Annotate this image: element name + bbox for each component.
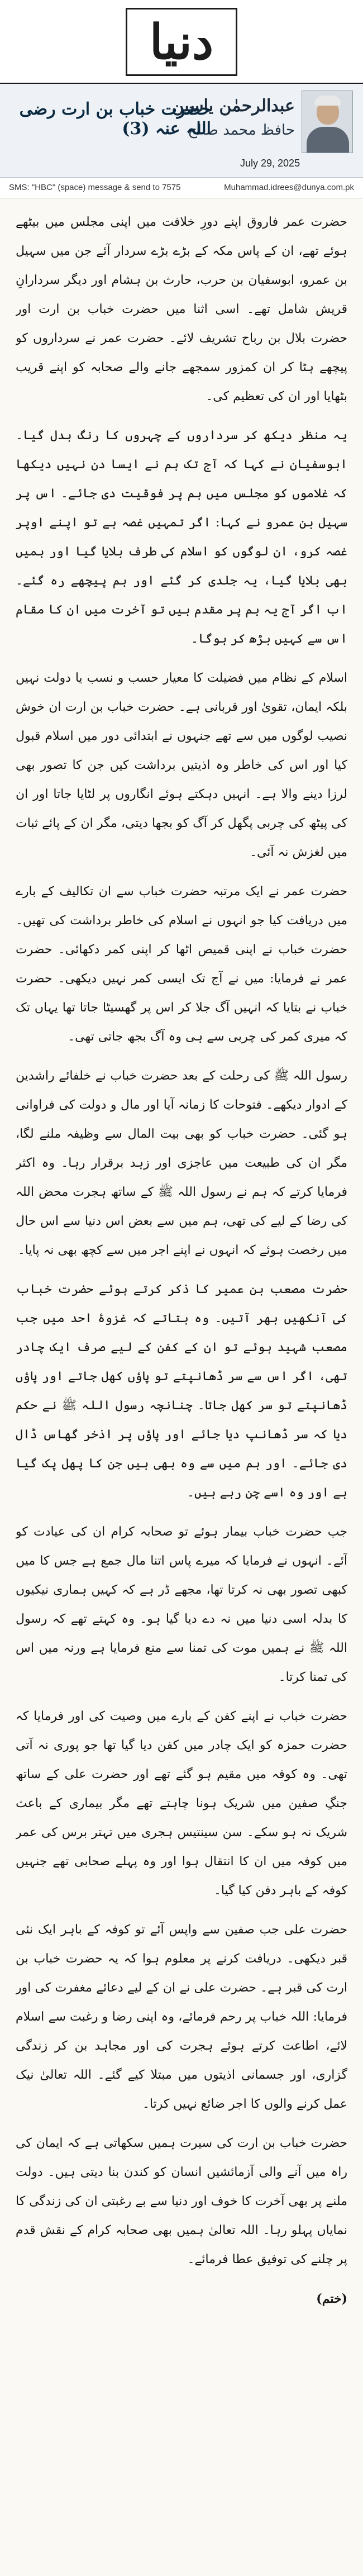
article-paragraph: یہ منظر دیکھ کر سرداروں کے چہروں کا رنگ بدل گیا۔ ابوسفیان نے کہا کہ آج تک ہم نے ایسا دن نہیں دیکھا کہ غلاموں کو مجلس میں ہم پر فوقیت دی جائے۔ اس پر سہیل بن عمرو نے کہا: اگر تمہیں غصہ ہے تو اپنے اوپر غصہ کرو، ان لوگوں کو اسلام کی طرف بلایا گیا اور ہمیں بھی بلایا گیا، یہ جلدی کر گئے اور ہم پیچھے رہ گئے۔ اب اگر آج یہ ہم پر مقدم ہیں تو آخرت میں ان کا مقام اس سے کہیں بڑھ کر ہوگا۔ — [16, 429, 347, 646]
photo-body-shape — [307, 127, 349, 153]
author-photo — [302, 91, 353, 153]
article-paragraph: اسلام کے نظام میں فضیلت کا معیار حسب و نسب یا دولت نہیں بلکہ ایمان، تقویٰ اور قربانی ہے۔ حضرت خباب بن ارت ان خوش نصیب لوگوں میں سے تھے جنہوں نے ابتدائی دور میں اسلام قبول کیا اور اس کی خاطر وہ اذیتیں برداشت کیں جن کا تصور بھی لرزا دینے والا ہے۔ انہیں دہکتے ہوئے انگاروں پر لٹایا جاتا اور ان کی پیٹھ کی چربی پگھل کر آگ کو بجھا دیتی، مگر ان کے پائے ثبات میں لغزش نہ آئی۔ — [16, 671, 347, 859]
author-name: حافظ محمد صالح — [188, 122, 295, 139]
column-name: عبدالرحمٰن یاسین — [171, 96, 295, 116]
article-body — [16, 208, 347, 2566]
article-paragraph: حضرت خباب نے اپنے کفن کے بارے میں وصیت کی اور فرمایا کہ حضرت حمزہ کو ایک چادر میں کفن دیا گیا تھا جو پوری نہ آتی تھی۔ وہ کوفہ میں مقیم ہو گئے تھے اور حضرت علی کے ساتھ جنگِ صفین میں شریک ہونا چاہتے تھے مگر بیماری کے باعث شریک نہ ہو سکے۔ سن سینتیس ہجری میں تہتر برس کی عمر میں کوفہ میں ان کا انتقال ہوا اور وہ پہلے صحابی تھے جنہیں کوفہ کے باہر دفن کیا گیا۔ — [16, 1709, 347, 1898]
article-paragraph: حضرت عمر فاروق اپنے دورِ خلافت میں اپنی مجلس میں بیٹھے ہوئے تھے، ان کے پاس مکہ کے بڑے بڑے سردار آئے جن میں سہیل بن عمرو، ابوسفیان بن حرب، حارث بن ہشام اور دیگر سردارانِ قریش شامل تھے۔ اسی اثنا میں حضرت خباب بن ارت اور حضرت بلال بن رباح تشریف لائے۔ حضرت عمر نے سرداروں کو پیچھے ہٹا کر ان کمزور سمجھے جانے والے صحابہ کو اپنے قریب بٹھایا اور ان کی تعظیم کی۔ — [16, 215, 347, 403]
article-paragraph: حضرت مصعب بن عمیر کا ذکر کرتے ہوئے حضرت خباب کی آنکھیں بھر آتیں۔ وہ بتاتے کہ غزوۂ احد میں جب مصعب شہید ہوئے تو ان کے کفن کے لیے صرف ایک چادر تھی، اگر اس سے سر ڈھانپتے تو پاؤں کھل جاتے اور پاؤں ڈھانپتے تو سر کھل جاتا۔ چنانچہ رسول اللہ ﷺ نے حکم دیا کہ سر ڈھانپ دیا جائے اور پاؤں پر اذخر گھاس ڈال دی جائے۔ اور ہم میں سے وہ بھی ہیں جن کا پھل پک گیا ہے اور وہ اسے چن رہے ہیں۔ — [16, 1282, 347, 1500]
publish-date: July 29, 2025 — [240, 158, 300, 169]
article-paragraph: حضرت خباب بن ارت کی سیرت ہمیں سکھاتی ہے کہ ایمان کی راہ میں آنے والی آزمائشیں انسان کو کندن بنا دیتی ہیں۔ دولت ملنے پر بھی آخرت کا خوف اور دنیا سے بے رغبتی ان کی زندگی کا نمایاں پہلو رہا۔ اللہ تعالیٰ ہمیں بھی صحابہ کرام کے نقش قدم پر چلنے کی توفیق عطا فرمائے۔ — [16, 2136, 347, 2266]
article-end-mark: (ختم) — [316, 2292, 347, 2306]
article-paragraph: جب حضرت خباب بیمار ہوئے تو صحابہ کرام ان کی عیادت کو آئے۔ انہوں نے فرمایا کہ میرے پاس اتنا مال جمع ہے جس کا میں کبھی تصور بھی نہ کرتا تھا، مجھے ڈر ہے کہ کہیں ہماری نیکیوں کا بدلہ اسی دنیا میں نہ دے دیا گیا ہو۔ وہ کہتے تھے کہ رسول اللہ ﷺ نے ہمیں موت کی تمنا سے منع فرمایا ہے ورنہ میں اس کی تمنا کرتا۔ — [16, 1525, 347, 1684]
logo-tile: دنیا — [126, 8, 237, 76]
newspaper-logo — [126, 8, 237, 76]
photo-cap-shape — [314, 96, 341, 106]
article-paragraph: حضرت علی جب صفین سے واپس آئے تو کوفہ کے باہر ایک نئی قبر دیکھی۔ دریافت کرنے پر معلوم ہوا کہ یہ حضرت خباب بن ارت کی قبر ہے۔ حضرت علی نے ان کے لیے دعائے مغفرت کی اور فرمایا: اللہ خباب پر رحم فرمائے، وہ اپنی رضا و رغبت سے اسلام لائے، اطاعت کرتے ہوئے ہجرت کی اور مجاہد بن کر زندگی گزاری، اور جسمانی اذیتوں میں مبتلا کیے گئے۔ اللہ تعالیٰ نیک عمل کرنے والوں کا اجر ضائع نہیں کرتا۔ — [16, 1923, 347, 2111]
byline-bar — [0, 84, 363, 178]
article-paragraph: حضرت عمر نے ایک مرتبہ حضرت خباب سے ان تکالیف کے بارے میں دریافت کیا جو انہوں نے اسلام کی خاطر برداشت کی تھیں۔ حضرت خباب نے اپنی قمیص اٹھا کر اپنی کمر دکھائی۔ حضرت عمر نے فرمایا: میں نے آج تک ایسی کمر نہیں دیکھی۔ حضرت خباب نے بتایا کہ انہیں آگ جلا کر اس پر گھسیٹا جاتا تھا یہاں تک کہ میری کمر کی چربی سے ہی وہ آگ بجھ جاتی تھی۔ — [16, 885, 347, 1044]
author-email: Muhammad.idrees@dunya.com.pk — [224, 183, 354, 192]
sms-instructions: SMS: "HBC" (space) message & send to 7575 — [9, 183, 181, 192]
masthead — [0, 0, 363, 84]
article-paragraph: رسول اللہ ﷺ کی رحلت کے بعد حضرت خباب نے خلفائے راشدین کے ادوار دیکھے۔ فتوحات کا زمانہ آیا اور مال و دولت کی فراوانی ہو گئی۔ حضرت خباب کو بھی بیت المال سے وظیفہ ملنے لگا، مگر ان کی طبیعت میں عاجزی اور زہد برقرار رہا۔ وہ اکثر فرمایا کرتے کہ ہم نے رسول اللہ ﷺ کے ساتھ ہجرت محض اللہ کی رضا کے لیے کی تھی، ہم میں سے بعض اس دنیا سے اس حال میں رخصت ہوئے کہ انہوں نے اپنے اجر میں سے کچھ بھی نہ پایا۔ — [16, 1069, 347, 1257]
article-headline: حضرت خباب بن ارت رضی اللہ عنہ (3) — [19, 99, 211, 139]
contact-row — [0, 178, 363, 198]
